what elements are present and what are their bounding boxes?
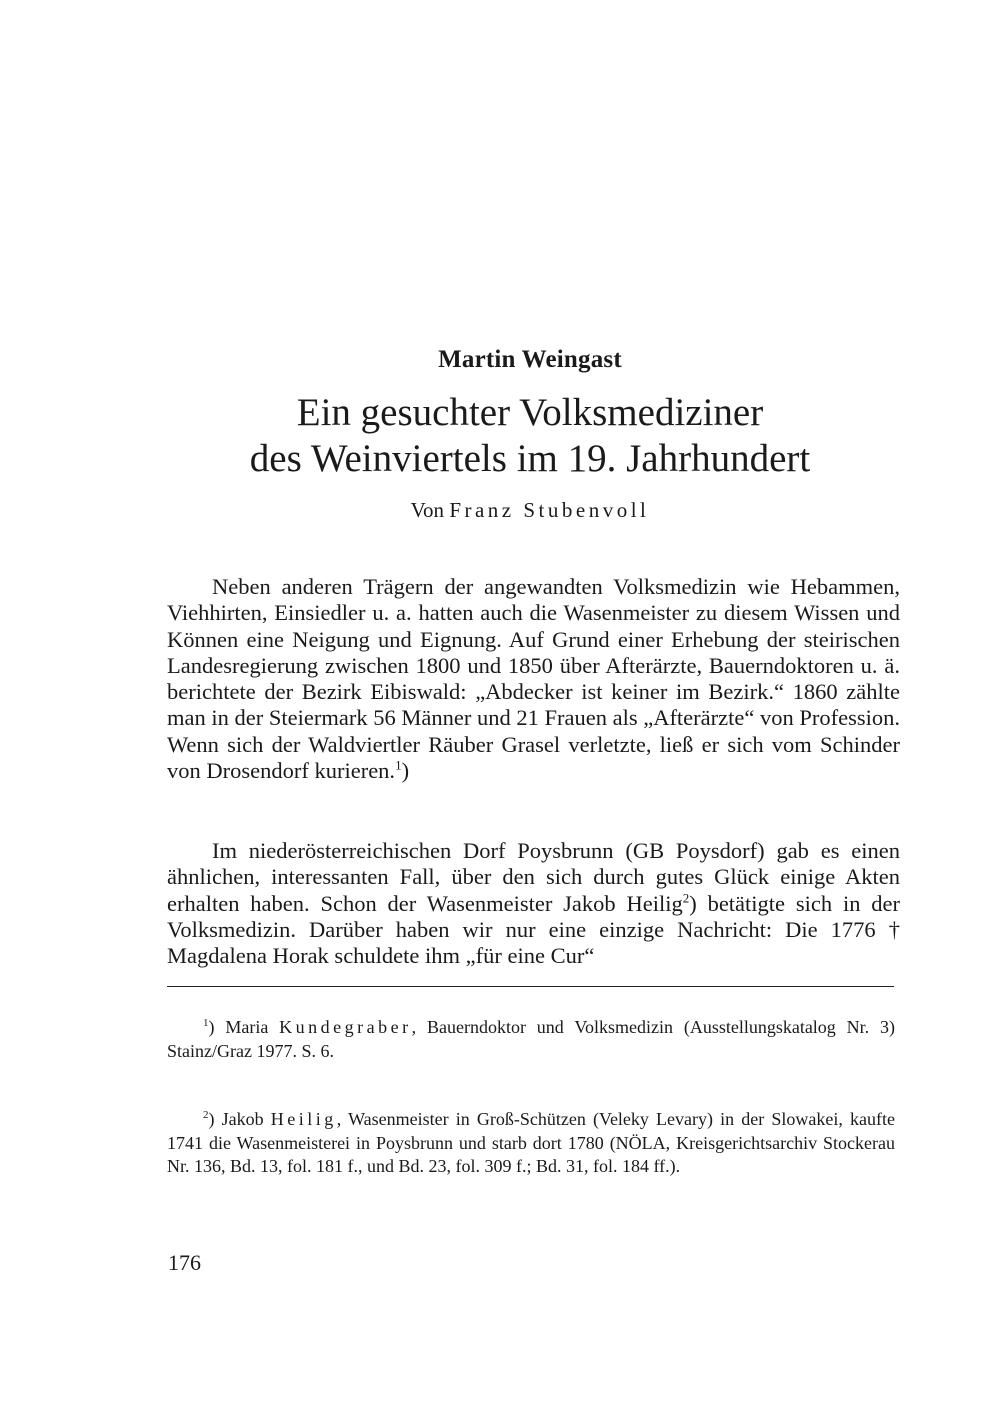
footnote-1 [167,1016,895,1063]
footnote-1-paren: ) Maria [208,1017,269,1037]
footnote-2-name: Heilig [270,1109,337,1129]
footnote-ref-1: 1 [395,757,402,773]
footnote-2-text: , Wasenmeister in Groß-Schützen (Veleky Levary) in der Slowakei, kaufte 1741 die Wasenmeisterei in Poysbrunn und starb dort 1780 (NÖLA, Kreisgerichtsarchiv Stockerau Nr. 136, Bd. 13, fol. 181 f., und Bd. 23, fol. 309 f.; Bd. 31, fol. 184 ff.). [167,1109,895,1176]
title-line-1: Ein gesuchter Volksmediziner [296,391,764,434]
footnote-1-mark: 1 [203,1017,209,1029]
paragraph-2-text-a: Im niederösterreichischen Dorf Poysbrunn (GB Poysdorf) gab es einen ähnlichen, interessanten Fall, über den sich durch gutes Glück einige Akten erhalten haben. Schon der Wasenmeister Jakob Heilig [167,838,900,916]
footnote-2-paren: ) Jakob [208,1109,264,1129]
paragraph-2 [167,838,900,969]
paragraph-1-text: Neben anderen Trägern der angewandten Volksmedizin wie Hebammen, Viehhirten, Einsiedler u. a. hatten auch die Wasenmeister zu diesem Wissen und Können eine Neigung und Eignung. Auf Grund einer Erhebung der steirischen Landesregierung zwischen 1800 und 1850 über Afterärzte, Bauerndoktoren u. ä. berichtete der Bezirk Eibiswald: „Abdecker ist keiner im Bezirk.“ 1860 zählte man in der Steiermark 56 Männer und 21 Frauen als „Afterärzte“ von Profession. Wenn sich der Waldviertler Räuber Grasel verletzte, ließ er sich vom Schinder von Drosendorf kurieren. [167,574,900,784]
author-name: Martin Weingast [438,346,622,373]
title-line-2: des Weinviertels im 19. Jahrhundert [249,437,811,480]
paragraph-2-text-b: ) betätigte sich in der Volksmedizin. Darüber haben wir nur eine einzige Nachricht: Die 1776 † Magdalena Horak schuldete ihm „für eine Cur“ [167,890,901,969]
footnote-1-name: Kundegraber [279,1017,412,1037]
byline [0,498,1000,523]
footnote-1-text: , Bauerndoktor und Volksmedizin (Ausstellungskatalog Nr. 3) Stainz/Graz 1977. S. 6. [167,1017,895,1061]
footnote-2-mark: 2 [203,1109,209,1121]
article-title [0,390,1000,482]
page-number: 176 [168,1250,201,1275]
paragraph-1 [167,574,900,784]
footnote-ref-2: 2 [682,890,690,906]
byline-author: Franz Stubenvoll [449,498,650,522]
paragraph-1-end: ) [401,758,410,784]
footnote-divider [167,986,894,987]
byline-prefix: Von [410,498,445,522]
footnote-2 [167,1108,895,1179]
